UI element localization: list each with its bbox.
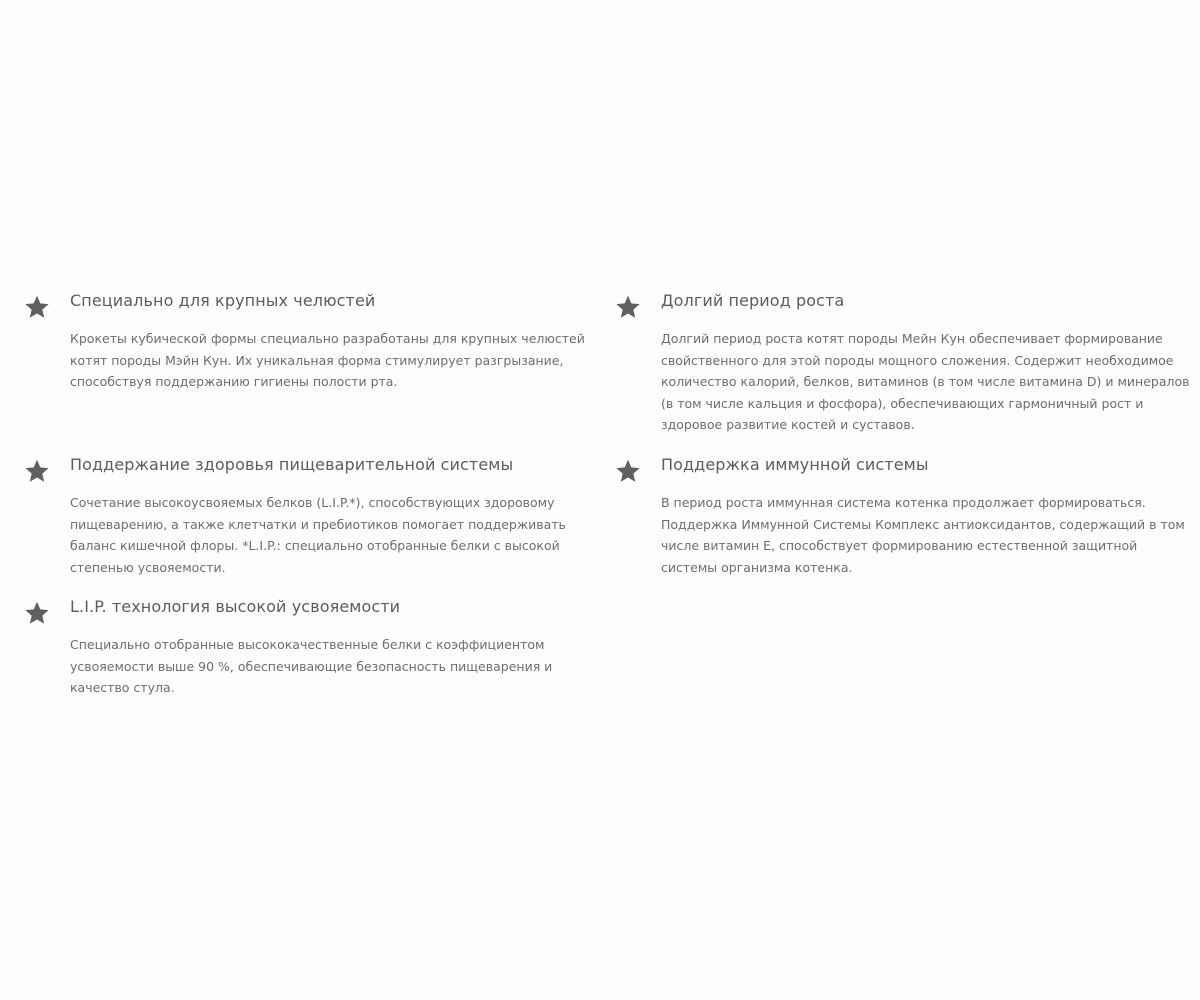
benefit-title: Долгий период роста xyxy=(661,291,845,310)
benefit-description: Специально отобранные высококачественные белки с коэффициентом усвояемости выше 90 %, обеспечивающие безопасность пищеварения и качество стула. xyxy=(70,637,553,695)
benefit-title: Специально для крупных челюстей xyxy=(70,291,376,310)
benefit-description: Крокеты кубической формы специально разработаны для крупных челюстей котят породы Мэйн Кун. Их уникальная форма стимулирует разгрызание, способствуя поддержанию гигиены полости рта. xyxy=(70,331,585,389)
star-icon xyxy=(24,600,50,626)
star-icon xyxy=(615,458,641,484)
star-icon xyxy=(24,458,50,484)
star-icon xyxy=(615,294,641,320)
benefit-title: Поддержание здоровья пищеварительной системы xyxy=(70,455,514,474)
star-icon xyxy=(24,294,50,320)
benefit-title: Поддержка иммунной системы xyxy=(661,455,929,474)
benefit-description: В период роста иммунная система котенка продолжает формироваться. Поддержка Иммунной Системы Комплекс антиоксидантов, содержащий в том числе витамин Е, способствует формированию естественной защитной системы организма котенка. xyxy=(661,495,1185,575)
benefit-title: L.I.P. технология высокой усвояемости xyxy=(70,597,401,616)
benefit-description: Сочетание высокоусвояемых белков (L.I.P.*), способствующих здоровому пищеварению, а также клетчатки и пребиотиков помогает поддерживать баланс кишечной флоры. *L.I.P.: специально отобранные белки с высокой степенью усвояемости. xyxy=(70,495,566,575)
benefit-description: Долгий период роста котят породы Мейн Кун обеспечивает формирование свойственного для этой породы мощного сложения. Содержит необходимое количество калорий, белков, витаминов (в том числе витамина D) и минералов (в том числе кальция и фосфора), обеспечивающих гармоничный рост и здоровое развитие костей и суставов. xyxy=(661,331,1190,432)
